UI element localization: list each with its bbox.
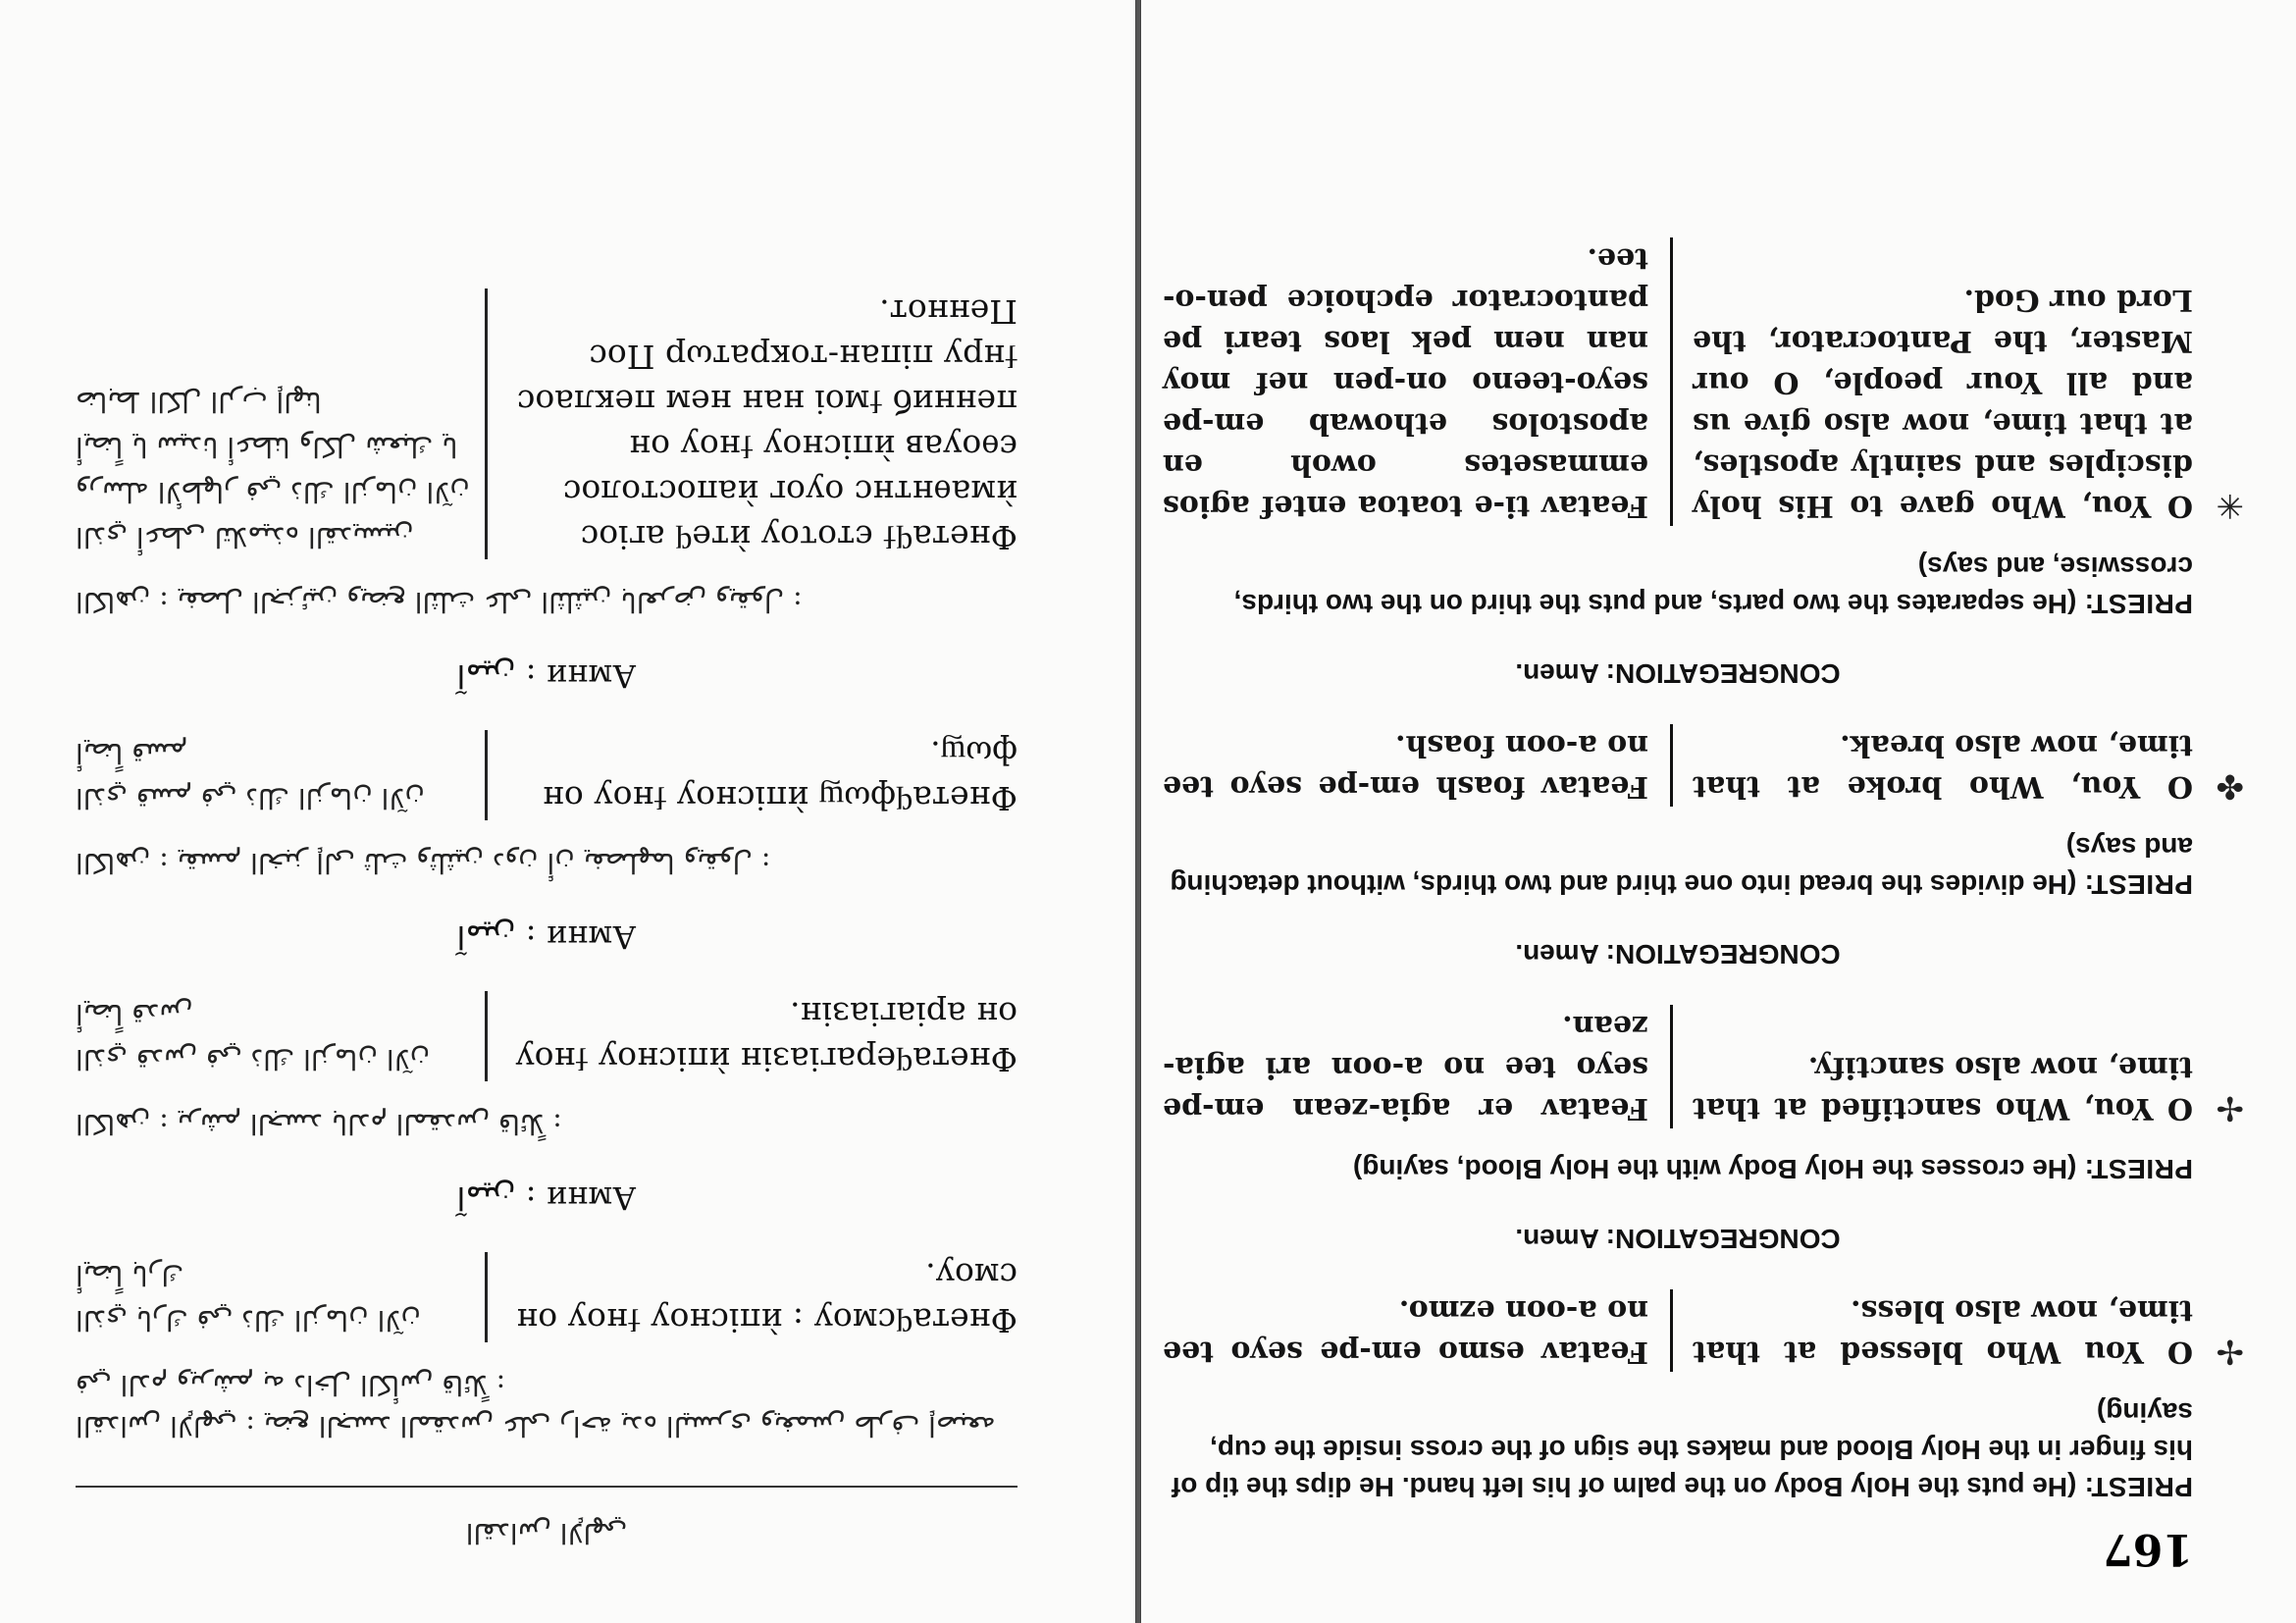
coptic-arabic-row <box>76 1252 1018 1342</box>
prayer-transliteration: Featav foash em-pe seyo tee no a-oon foash. <box>1163 724 1673 807</box>
congregation-response: CONGREGATION: Amen. <box>1515 939 1841 969</box>
prayer-english <box>1673 1289 2244 1372</box>
prayer-transliteration: Featav esmo em-pe seyo tee no a-oon ezmo. <box>1163 1289 1673 1372</box>
coptic-response-arabic: : آمين <box>456 1179 537 1217</box>
coptic-text: Фнетаϥсмоу : ѝпісноу ϯноу он смоу. <box>516 1256 1018 1339</box>
coptic-text: Фнетаϥерагіазін ѝпісноу ϯноу он аріагіазін. <box>515 995 1018 1078</box>
congregation-response: CONGREGATION: Amen. <box>1515 658 1841 689</box>
prayer-english <box>1673 237 2244 526</box>
prayer-transliteration: Featav ti-e toatoa entef agios emmasetes owoh en apostolos ethowab em-pe seyo-teeno on-pen nef moy nan nem pek laos teari pe pantocrator epchoice pen-o-tee. <box>1163 237 1673 526</box>
coptic-text: Фнетаϥϯ єтоτоу ѝтеϥ агіос ѝмаѳнтнс оуог ѝапостолос єѳоуав ѝпісноу ϯноу он пенниб ϯмоі нан нем пеклаос ϯнру піпан-тократωр Пос Пеннот. <box>516 292 1018 556</box>
prayer-row <box>1163 237 2244 526</box>
rubric <box>1163 1393 2193 1505</box>
arabic-rubric: الكاهن : يفصل الجزئين ويضع الثلث على الثلثين بالعرض ويقول : <box>76 586 803 618</box>
prayer-english <box>1673 724 2244 807</box>
prayer-row <box>1163 724 2244 807</box>
rubric-text: (He puts the Holy Body on the palm of his left hand. He dips the tip of his finger in the Holy Blood and makes the sign of the cross inside the cup, saying) <box>1171 1397 2193 1502</box>
english-page-content <box>1163 204 2244 1574</box>
page-number: 167 <box>2103 1524 2193 1574</box>
coptic-response-coptic: Амни <box>546 918 637 956</box>
coptic-response <box>76 1178 1018 1219</box>
rubric-speaker: PRIEST: <box>2084 1472 2193 1502</box>
coptic-response <box>76 916 1018 958</box>
coptic-response-coptic: Амни <box>546 1179 637 1217</box>
rubric-speaker: PRIEST: <box>2084 869 2193 900</box>
coptic-arabic-row <box>76 730 1018 820</box>
prayer-transliteration: Featav er agia-zean em-pe seyo tee no a-oon ari agia-zean. <box>1163 1005 1673 1128</box>
handwritten-cross-mark: ✢ <box>2216 1332 2244 1371</box>
arabic-text: الذي قسم في ذلك الزمان الآن أيضاً قسم <box>76 730 488 820</box>
prayer-english-text: O You, Who sanctified at that time, now also sanctify. <box>1693 1050 2193 1126</box>
coptic-arabic-page <box>0 0 1138 1623</box>
arabic-text: الذي بارك في ذلك الزمان الآن أيضاً بارك <box>76 1252 488 1342</box>
rubric <box>1163 548 2193 622</box>
rubric-speaker: PRIEST: <box>2084 589 2193 619</box>
running-title: القداس الإلهي <box>465 1517 628 1549</box>
rubric-text: (He crosses the Holy Body with the Holy Blood, saying) <box>1352 1154 2077 1184</box>
handwritten-cross-mark: ✤ <box>2216 766 2244 806</box>
coptic-arabic-row <box>76 991 1018 1081</box>
arabic-rubric: الكاهن : يرشم الجسد بالدم المقدس قائلاً : <box>76 1108 562 1140</box>
arabic-text: الذي قدس في ذلك الزمان الآن أيضاً قدس <box>76 991 488 1081</box>
arabic-rubric: القداس الإلهي : يضع الجسد المقدس على راحة يده اليسرى ويغمس طرف إصبعه في الدم ويرشم به داخل الكأس قائلاً : <box>76 1369 996 1442</box>
coptic-response-arabic: : آمين <box>456 918 537 956</box>
page-number-row <box>1163 1505 2193 1574</box>
english-page <box>1138 0 2296 1623</box>
prayer-english <box>1673 1005 2244 1128</box>
rubric-speaker: PRIEST: <box>2084 1154 2193 1184</box>
rubric <box>1163 1150 2193 1187</box>
coptic-text: Фнетаϥфωϣ ѝпісноу ϯноу он фωϣ. <box>542 734 1018 817</box>
rubric-text: (He separates the two parts, and puts the third on the two thirds, crosswise, and says) <box>1233 551 2193 619</box>
rubric-text: (He divides the bread into one third and two thirds, without detaching and says) <box>1170 832 2193 900</box>
arabic-text: الذي أعطى لتلاميذه القديسين ورسله الأطهار في ذلك الزمان الآن أيضاً يا سيدنا أعطنا ولكل شعبك يا ضابط الكل الرب إلهنا <box>76 288 488 559</box>
gutter <box>1136 0 1140 1623</box>
prayer-english-text: O You, Who gave to His holy disciples and saintly apostles, at that time, now also give us and all Your people, O our Master, the Pantocrator, the Lord our God. <box>1693 283 2193 523</box>
prayer-row <box>1163 1289 2244 1372</box>
coptic-page-content <box>76 255 1018 1549</box>
prayer-row <box>1163 1005 2244 1128</box>
coptic-response-coptic: Амни <box>546 657 637 695</box>
coptic-response-arabic: : آمين <box>456 657 537 695</box>
coptic-response <box>76 655 1018 697</box>
prayer-english-text: O You, Who broke at that time, now also break. <box>1693 728 2193 804</box>
congregation-response: CONGREGATION: Amen. <box>1515 1224 1841 1254</box>
prayer-english-text: O You Who blessed at that time, now also bless. <box>1693 1293 2193 1369</box>
coptic-arabic-row <box>76 288 1018 559</box>
arabic-rubric: الكاهن : يقسم الخبز إلى ثلث وثلثين دون أن يفصلهما ويقول : <box>76 847 771 879</box>
rubric <box>1163 828 2193 903</box>
title-rule <box>76 1486 1018 1488</box>
handwritten-cross-mark: ✳ <box>2216 486 2244 525</box>
handwritten-cross-mark: ✢ <box>2216 1088 2244 1127</box>
